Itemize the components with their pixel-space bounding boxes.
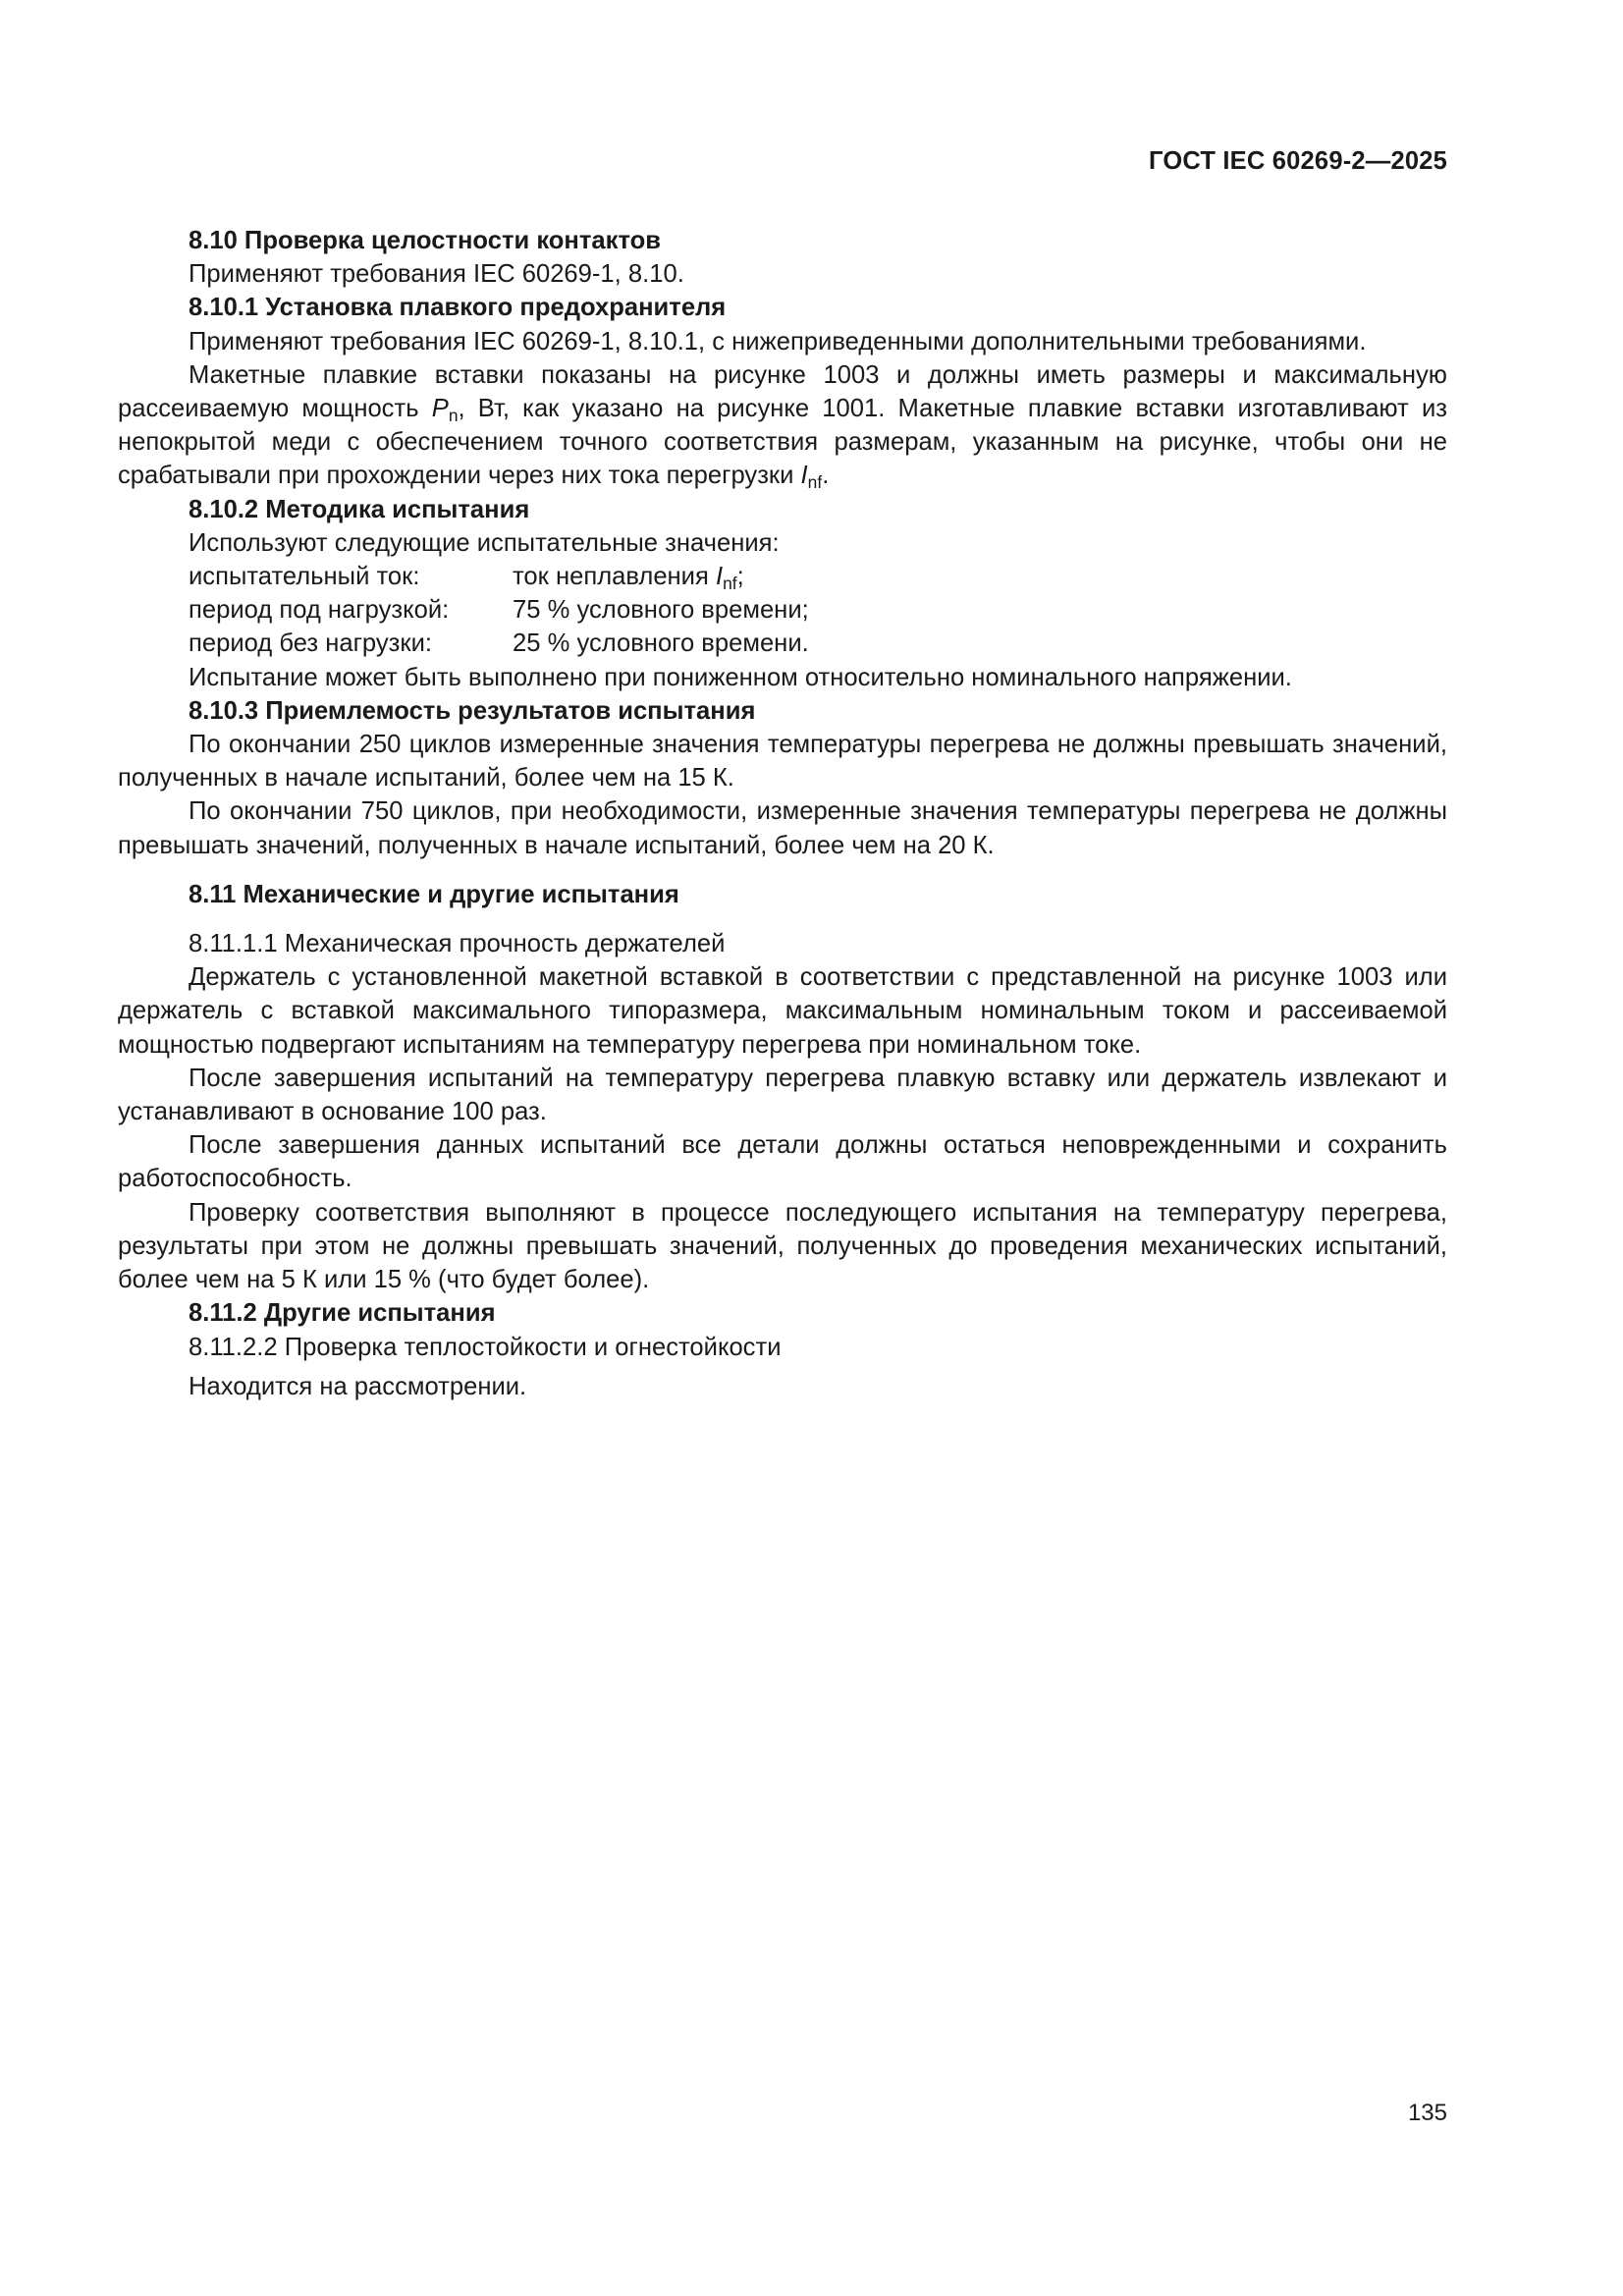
section-8-11-2-2-title: 8.11.2.2 Проверка теплостойкости и огнестойкости	[189, 1333, 782, 1361]
section-8-10-2-intro: Используют следующие испытательные значения:	[189, 528, 780, 557]
para-text: .	[822, 462, 830, 490]
section-8-10-2-note: Испытание может быть выполнено при пониженном относительно номинального напряжении.	[189, 663, 1292, 691]
section-8-10-1-para-1: Применяют требования IEC 60269-1, 8.10.1, с нижеприведенными дополнительными требованиями.	[189, 327, 1367, 355]
section-8-10-2-heading: 8.10.2 Методика испытания	[189, 495, 530, 523]
current-symbol: I	[715, 563, 724, 591]
param-value-text: ;	[736, 563, 744, 591]
section-8-10-heading: 8.10 Проверка целостности контактов	[189, 227, 662, 254]
current-subscript: nf	[807, 472, 823, 493]
section-8-11-2-heading: 8.11.2 Другие испытания	[189, 1299, 496, 1328]
current-subscript: nf	[723, 574, 737, 594]
section-8-10-1-heading: 8.10.1 Установка плавкого предохранителя	[189, 294, 727, 322]
section-8-11-2-2-text: Находится на рассмотрении.	[189, 1372, 527, 1400]
test-param-row	[118, 627, 1447, 660]
page-body	[118, 224, 1447, 1403]
param-value-text: ток неплавления	[513, 563, 716, 591]
page-number: 135	[1407, 2100, 1447, 2126]
section-8-11-1-1-title: 8.11.1.1 Механическая прочность держателей	[189, 930, 726, 958]
section-8-11-para-2: После завершения испытаний на температуру перегрева плавкую вставку или держатель извлекают и устанавливают в основание 100 раз.	[118, 1064, 1447, 1126]
section-8-10-1-para-2	[118, 358, 1447, 493]
para-text: Макетные плавкие вставки показаны на рисунке 1003 и должны иметь размеры и максимальную рассеиваемую мощность	[118, 360, 1447, 423]
section-8-11-para-1: Держатель с установленной макетной вставкой в соответствии с представленной на рисунке 1003 или держатель с вставкой максимального типоразмера, максимальным номинальным током и рассеиваемой мощностью подвергают испытаниям на температуру перегрева при номинальном токе.	[118, 963, 1447, 1059]
current-symbol: I	[800, 462, 808, 490]
section-8-10-3-para-1: По окончании 250 циклов измеренные значения температуры перегрева не должны превышать значений, полученных в начале испытаний, более чем на 15 К.	[118, 731, 1447, 793]
param-value: 25 % условного времени.	[513, 629, 809, 658]
power-symbol: P	[431, 395, 449, 423]
section-8-10-3-heading: 8.10.3 Приемлемость результатов испытания	[189, 696, 756, 725]
test-param-row	[118, 593, 1447, 627]
param-key: период без нагрузки:	[189, 629, 433, 658]
test-param-row	[118, 560, 1447, 593]
section-8-11-para-4: Проверку соответствия выполняют в процессе последующего испытания на температуру перегрева, результаты при этом не должны превышать значений, полученных до проведения механических испытаний, более чем на 5 К или 15 % (что будет более).	[118, 1198, 1447, 1294]
document-header: ГОСТ IEC 60269-2—2025	[1149, 147, 1447, 175]
section-8-11-para-3: После завершения данных испытаний все детали должны остаться неповрежденными и сохранить работоспособность.	[118, 1131, 1447, 1193]
param-key: испытательный ток:	[189, 563, 420, 591]
para-text: , Вт, как указано на рисунке 1001. Макетные плавкие вставки изготавливают из непокрытой меди с обеспечением точного соответствия размерам, указанным на рисунке, чтобы они не срабатывали при прохождении через них тока перегрузки	[118, 395, 1447, 490]
power-subscript: n	[448, 406, 459, 426]
section-8-10-3-para-2: По окончании 750 циклов, при необходимости, измеренные значения температуры перегрева не должны превышать значений, полученных в начале испытаний, более чем на 20 К.	[118, 797, 1447, 859]
param-key: период под нагрузкой:	[189, 596, 450, 625]
param-value	[513, 560, 744, 593]
section-8-11-heading: 8.11 Механические и другие испытания	[189, 880, 679, 908]
section-8-10-text: Применяют требования IEC 60269-1, 8.10.	[189, 260, 684, 289]
param-value: 75 % условного времени;	[513, 596, 809, 625]
